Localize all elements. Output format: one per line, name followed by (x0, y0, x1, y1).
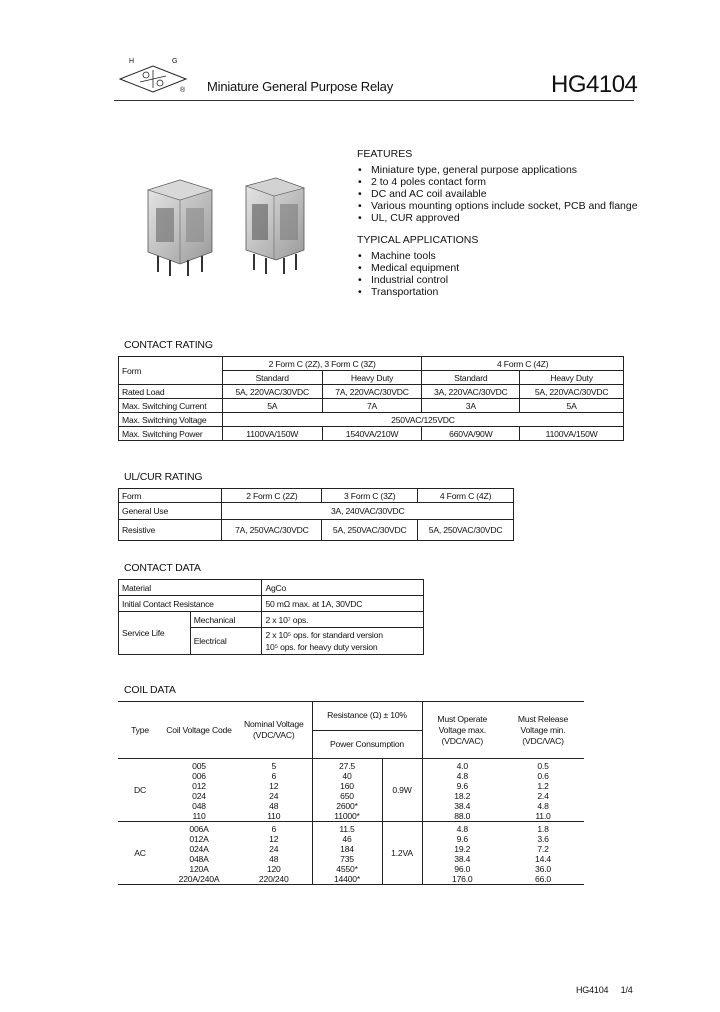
coil-code: 048 (192, 801, 206, 811)
coil-resistance: 2600* (312, 801, 382, 811)
header-release: Must Release Voltage min. (VDC/VAC) (502, 702, 584, 759)
ul-header: Form (119, 489, 222, 503)
cell (262, 628, 424, 655)
cell: AgCo (262, 580, 424, 596)
header-nominal: Nominal Voltage (VDC/VAC) (236, 702, 312, 759)
coil-release: 66.0 (502, 874, 584, 885)
coil-data-title: COIL DATA (124, 684, 176, 696)
application-item: • Medical equipment (357, 262, 478, 274)
model-number: HG4104 (551, 71, 638, 98)
coil-nominal: 48 (269, 854, 279, 864)
row-label: Service Life (119, 612, 191, 655)
ul-header: 4 Form C (4Z) (418, 489, 514, 503)
table-row (119, 399, 624, 413)
coil-resistance: 40 (312, 771, 382, 781)
row-label: Rated Load (119, 385, 223, 399)
header-resistance: Resistance (Ω) ± 10% (312, 702, 422, 731)
row-label: Max. Switching Power (119, 427, 223, 441)
coil-code: 110 (162, 811, 236, 822)
logo-letter-g: G (172, 58, 178, 65)
coil-nominal: 48 (269, 801, 279, 811)
contact-data-table (118, 579, 424, 655)
cell: 3A, 240VAC/30VDC (222, 503, 514, 520)
coil-release: 1.8 (537, 824, 549, 834)
table-row (119, 413, 624, 427)
application-item: • Industrial control (357, 274, 478, 286)
row-label: Resistive (119, 520, 222, 541)
coil-nominal: 6 (271, 824, 277, 834)
coil-resistance: 160 (312, 781, 382, 791)
cell: 250VAC/125VDC (222, 413, 623, 427)
cell: 5A (222, 399, 322, 413)
coil-operate: 88.0 (422, 811, 502, 822)
table-row (119, 385, 624, 399)
coil-operate: 4.0 (456, 761, 468, 771)
coil-resistance: 4550* (312, 864, 382, 874)
page-footer (576, 985, 633, 995)
applications-section (357, 234, 478, 298)
coil-operate: 38.4 (454, 854, 471, 864)
ul-rating-table (118, 488, 514, 541)
coil-operate: 9.6 (456, 834, 468, 844)
coil-nominal: 24 (269, 844, 279, 854)
coil-code: 012A (189, 834, 209, 844)
relay-image-right (246, 178, 304, 274)
coil-code: 012 (192, 781, 206, 791)
contact-rating-title: CONTACT RATING (124, 339, 213, 351)
cell: 2 x 10⁷ ops. (262, 612, 424, 628)
footer-model: HG4104 (576, 985, 609, 995)
coil-operate: 19.2 (454, 844, 471, 854)
feature-item: • DC and AC coil available (357, 188, 638, 200)
coil-operate: 38.4 (454, 801, 471, 811)
row-label: Max. Switching Current (119, 399, 223, 413)
coil-nominal: 12 (269, 834, 279, 844)
feature-item: • UL, CUR approved (357, 212, 638, 224)
coil-release: 2.4 (537, 791, 549, 801)
row-label: Mechanical (190, 612, 262, 628)
row-label: General Use (119, 503, 222, 520)
ul-rating-title: UL/CUR RATING (124, 471, 203, 483)
coil-resistance: 184 (312, 844, 382, 854)
cell: 3A (422, 399, 520, 413)
feature-item: • 2 to 4 poles contact form (357, 176, 638, 188)
header-type: Type (118, 702, 162, 759)
row-label: Electrical (190, 628, 262, 655)
sub-header: Heavy Duty (322, 371, 422, 385)
coil-nominal: 5 (271, 761, 277, 771)
cell: 3A, 220VAC/30VDC (422, 385, 520, 399)
coil-operate: 18.2 (454, 791, 471, 801)
coil-resistance: 11.5 (312, 822, 382, 835)
coil-release: 0.6 (537, 771, 549, 781)
group-b-header: 4 Form C (4Z) (422, 357, 624, 371)
coil-nominal: 12 (269, 781, 279, 791)
coil-data-table (118, 701, 584, 885)
company-logo (112, 58, 194, 100)
cell: 7A, 250VAC/30VDC (222, 520, 322, 541)
coil-resistance: 735 (312, 854, 382, 864)
applications-title: TYPICAL APPLICATIONS (357, 234, 479, 246)
coil-release: 0.5 (537, 761, 549, 771)
coil-resistance: 27.5 (312, 759, 382, 772)
coil-operate: 9.6 (456, 781, 468, 791)
features-section (357, 148, 638, 224)
coil-nominal: 120 (266, 864, 281, 874)
cell: 7A (322, 399, 422, 413)
header-rule (114, 100, 634, 101)
row-label: Max. Switching Voltage (119, 413, 223, 427)
coil-nominal: 220/240 (236, 874, 312, 885)
cell: 5A, 250VAC/30VDC (322, 520, 418, 541)
cell: 5A, 220VAC/30VDC (222, 385, 322, 399)
cell: 5A (520, 399, 624, 413)
coil-code: 120A (189, 864, 209, 874)
cell: 5A, 220VAC/30VDC (520, 385, 624, 399)
coil-code: 024 (192, 791, 206, 801)
relay-image-left (148, 180, 212, 276)
coil-release: 1.2 (537, 781, 549, 791)
contact-data-title: CONTACT DATA (124, 562, 201, 574)
coil-release: 14.4 (535, 854, 551, 864)
group-a-header: 2 Form C (2Z), 3 Form C (3Z) (222, 357, 422, 371)
logo-letter-h: H (129, 58, 135, 65)
feature-item: • Miniature type, general purpose applications (357, 164, 638, 176)
application-item: • Transportation (357, 286, 478, 298)
coil-nominal: 24 (269, 791, 279, 801)
coil-release: 7.2 (537, 844, 549, 854)
cell: 1100VA/150W (222, 427, 322, 441)
coil-resistance: 14400* (312, 874, 382, 885)
ac-power: 1.2VA (382, 822, 422, 885)
coil-code: 005 (192, 761, 206, 771)
header-power: Power Consumption (312, 730, 422, 759)
sub-header: Heavy Duty (520, 371, 624, 385)
coil-resistance: 650 (312, 791, 382, 801)
cell: 660VA/90W (422, 427, 520, 441)
sub-header: Standard (422, 371, 520, 385)
ul-header: 3 Form C (3Z) (322, 489, 418, 503)
coil-nominal: 110 (236, 811, 312, 822)
product-photo (140, 172, 320, 282)
coil-code: 024A (189, 844, 209, 854)
coil-code: 006 (192, 771, 206, 781)
electrical-line-1: 2 x 10⁵ ops. for standard version (265, 630, 383, 640)
ac-type: AC (118, 822, 162, 885)
header-code: Coil Voltage Code (162, 702, 236, 759)
coil-resistance: 46 (312, 834, 382, 844)
dc-type: DC (118, 759, 162, 822)
features-title: FEATURES (357, 148, 413, 160)
cell: 5A, 250VAC/30VDC (418, 520, 514, 541)
coil-resistance: 11000* (312, 811, 382, 822)
coil-operate: 4.8 (456, 771, 468, 781)
coil-operate: 176.0 (422, 874, 502, 885)
coil-operate: 96.0 (454, 864, 471, 874)
contact-rating-table (118, 356, 624, 441)
application-item: • Machine tools (357, 250, 478, 262)
sub-header: Standard (222, 371, 322, 385)
header-operate: Must Operate Voltage max. (VDC/VAC) (422, 702, 502, 759)
row-label: Initial Contact Resistance (119, 596, 262, 612)
coil-release: 3.6 (537, 834, 549, 844)
coil-release: 11.0 (502, 811, 584, 822)
electrical-line-2: 10⁵ ops. for heavy duty version (265, 642, 378, 652)
footer-page: 1/4 (620, 985, 633, 995)
coil-code: 006A (189, 824, 209, 834)
coil-release: 36.0 (535, 864, 551, 874)
row-label: Material (119, 580, 262, 596)
dc-power: 0.9W (382, 759, 422, 822)
cell: 50 mΩ max. at 1A, 30VDC (262, 596, 424, 612)
coil-code: 220A/240A (162, 874, 236, 885)
cell: 1100VA/150W (520, 427, 624, 441)
cell: 7A, 220VAC/30VDC (322, 385, 422, 399)
coil-nominal: 6 (271, 771, 277, 781)
document-subtitle: Miniature General Purpose Relay (207, 79, 394, 94)
registered-mark: ® (180, 87, 186, 94)
form-label: Form (119, 357, 223, 385)
cell: 1540VA/210W (322, 427, 422, 441)
table-row (119, 427, 624, 441)
coil-code: 048A (189, 854, 209, 864)
coil-release: 4.8 (537, 801, 549, 811)
feature-item: • Various mounting options include socket, PCB and flange (357, 200, 638, 212)
ul-header: 2 Form C (2Z) (222, 489, 322, 503)
coil-operate: 4.8 (456, 824, 468, 834)
